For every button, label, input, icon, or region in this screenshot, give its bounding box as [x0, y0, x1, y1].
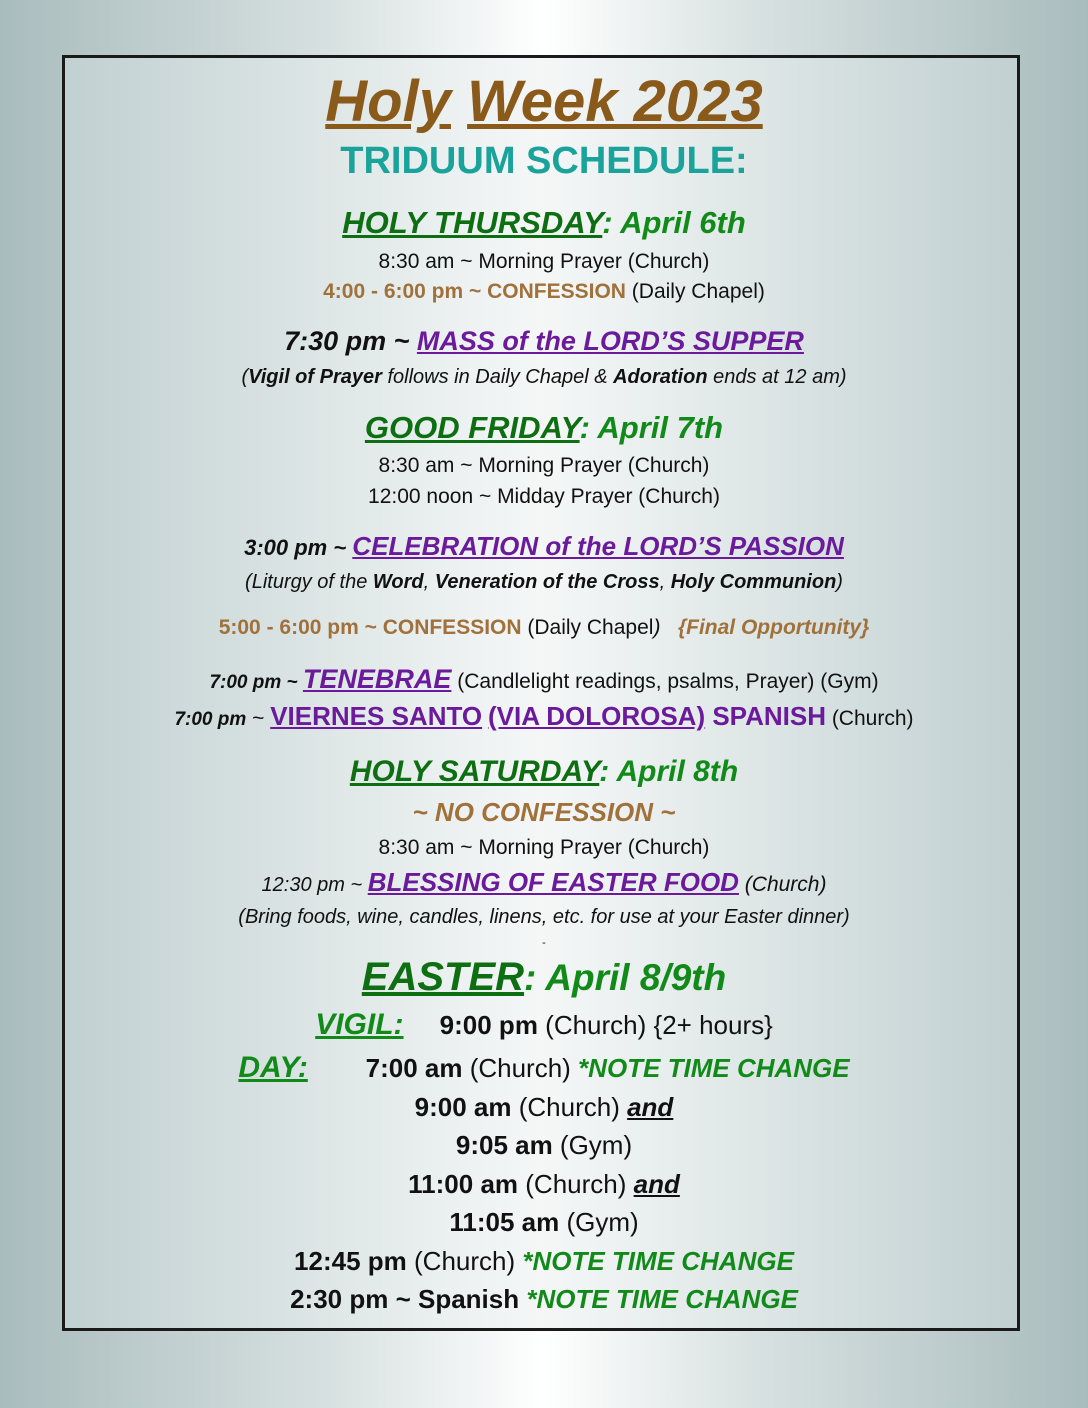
title-holy: Holy — [325, 69, 451, 134]
lit-word: Word — [372, 571, 424, 593]
vigil-desc: (Church) {2+ hours} — [537, 1010, 773, 1040]
time-change-note-2: *NOTE TIME CHANGE — [522, 1246, 794, 1276]
saturday-blessing — [0, 867, 1088, 898]
page-subtitle: TRIDUUM SCHEDULE: — [340, 140, 748, 182]
thursday-vigil-note — [0, 366, 1088, 389]
easter-mass-1105am — [0, 1207, 1088, 1238]
friday-passion-name: CELEBRATION of the LORD’S PASSION — [352, 531, 844, 561]
easter-mass-spanish — [0, 1284, 1088, 1315]
time-change-note-1: *NOTE TIME CHANGE — [578, 1053, 850, 1083]
thursday-day: HOLY THURSDAY — [342, 205, 603, 240]
friday-liturgy-note — [0, 571, 1088, 594]
thursday-heading — [0, 205, 1088, 241]
lit-e: , — [659, 571, 671, 593]
easter-date: : April 8/9th — [524, 957, 727, 998]
and-2: and — [633, 1169, 680, 1199]
friday-confession — [0, 616, 1088, 640]
note-open: ( — [241, 366, 249, 388]
saturday-heading — [0, 755, 1088, 789]
easter-vigil-line — [0, 1008, 1088, 1042]
day-time-6-location: (Church) — [406, 1246, 523, 1276]
blessing-time: 12:30 pm ~ — [261, 874, 368, 896]
day-time-4: 11:00 am — [408, 1169, 519, 1199]
friday-day: GOOD FRIDAY — [364, 410, 580, 445]
lit-veneration: Veneration of the Cross — [434, 571, 660, 593]
friday-heading — [0, 410, 1088, 446]
lit-communion: Holy Communion — [670, 571, 837, 593]
thursday-confession — [0, 280, 1088, 304]
saturday-bring-note: (Bring foods, wine, candles, linens, etc. for use at your Easter dinner) — [238, 906, 850, 928]
vigil-label: VIGIL: — [315, 1008, 404, 1041]
page-title — [0, 68, 1088, 135]
lit-a: (Liturgy of the — [245, 571, 373, 593]
thursday-confession-time: 4:00 - 6:00 pm ~ CONFESSION — [323, 280, 626, 303]
day-time-2-location: (Church) — [511, 1092, 628, 1122]
day-time-5: 11:05 am — [449, 1207, 560, 1237]
saturday-day: HOLY SATURDAY — [349, 755, 600, 788]
viernes-time: 7:00 pm — [174, 709, 247, 730]
friday-confession-location: (Daily Chapel — [521, 616, 654, 639]
and-1: and — [627, 1092, 674, 1122]
viernes-spanish: SPANISH — [705, 701, 826, 731]
thursday-confession-location: (Daily Chapel) — [625, 280, 765, 303]
saturday-no-confession: ~ NO CONFESSION ~ — [412, 797, 676, 827]
tenebrae-desc: (Candlelight readings, psalms, Prayer) (Gym) — [451, 670, 879, 693]
thursday-mass-name: MASS of the LORD’S SUPPER — [416, 326, 804, 356]
note-end: ends at 12 am) — [707, 366, 847, 388]
tenebrae-name: TENEBRAE — [302, 664, 452, 694]
friday-morning-prayer: 8:30 am ~ Morning Prayer (Church) — [378, 454, 710, 477]
saturday-dash: - — [542, 937, 546, 949]
final-opportunity: {Final Opportunity} — [677, 616, 870, 639]
day-time-7: 2:30 pm ~ Spanish — [290, 1284, 520, 1314]
thursday-date: : April 6th — [602, 205, 746, 240]
friday-passion-time: 3:00 pm ~ — [244, 535, 353, 560]
day-label: DAY: — [238, 1051, 308, 1084]
friday-passion — [0, 531, 1088, 562]
day-time-3-location: (Gym) — [552, 1130, 633, 1160]
day-time-5-location: (Gym) — [559, 1207, 639, 1237]
saturday-date: : April 8th — [599, 755, 739, 788]
friday-confession-time: 5:00 - 6:00 pm ~ CONFESSION — [218, 616, 522, 639]
friday-confession-close: ) — [653, 616, 661, 639]
day-time-2: 9:00 am — [414, 1092, 512, 1122]
viernes-sep: ~ — [246, 707, 271, 730]
day-time-3: 9:05 am — [455, 1130, 553, 1160]
lit-c: , — [423, 571, 435, 593]
note-mid: follows in Daily Chapel & — [381, 366, 614, 388]
easter-mass-9am — [0, 1092, 1088, 1123]
easter-heading — [0, 955, 1088, 1000]
via-dolorosa-name: (VIA DOLOROSA) — [487, 701, 706, 731]
time-change-note-3: *NOTE TIME CHANGE — [526, 1284, 798, 1314]
viernes-location: (Church) — [825, 707, 914, 730]
day-time-6: 12:45 pm — [294, 1246, 407, 1276]
day-time-1-location: (Church) — [462, 1053, 579, 1083]
thursday-mass-time: 7:30 pm ~ — [284, 326, 417, 356]
thursday-mass — [0, 326, 1088, 357]
easter-day-line — [0, 1051, 1088, 1085]
vigil-of-prayer: Vigil of Prayer — [248, 366, 382, 388]
friday-tenebrae — [0, 664, 1088, 695]
viernes-santo-name: VIERNES SANTO — [270, 701, 483, 731]
lit-g: ) — [836, 571, 843, 593]
tenebrae-time: 7:00 pm ~ — [209, 672, 303, 693]
easter-day: EASTER — [361, 955, 525, 999]
vigil-time: 9:00 pm — [439, 1010, 538, 1040]
friday-viernes-santo — [0, 701, 1088, 732]
adoration: Adoration — [613, 366, 708, 388]
friday-date: : April 7th — [579, 410, 724, 445]
title-week: Week 2023 — [467, 69, 763, 134]
easter-mass-905am — [0, 1130, 1088, 1161]
saturday-morning-prayer: 8:30 am ~ Morning Prayer (Church) — [378, 836, 710, 859]
day-time-4-location: (Church) — [518, 1169, 634, 1199]
easter-mass-11am — [0, 1169, 1088, 1200]
friday-midday-prayer: 12:00 noon ~ Midday Prayer (Church) — [368, 485, 720, 508]
day-time-1: 7:00 am — [365, 1053, 463, 1083]
blessing-name: BLESSING OF EASTER FOOD — [367, 867, 739, 897]
blessing-location: (Church) — [738, 873, 827, 896]
thursday-morning-prayer: 8:30 am ~ Morning Prayer (Church) — [378, 250, 710, 273]
easter-mass-1245pm — [0, 1246, 1088, 1277]
